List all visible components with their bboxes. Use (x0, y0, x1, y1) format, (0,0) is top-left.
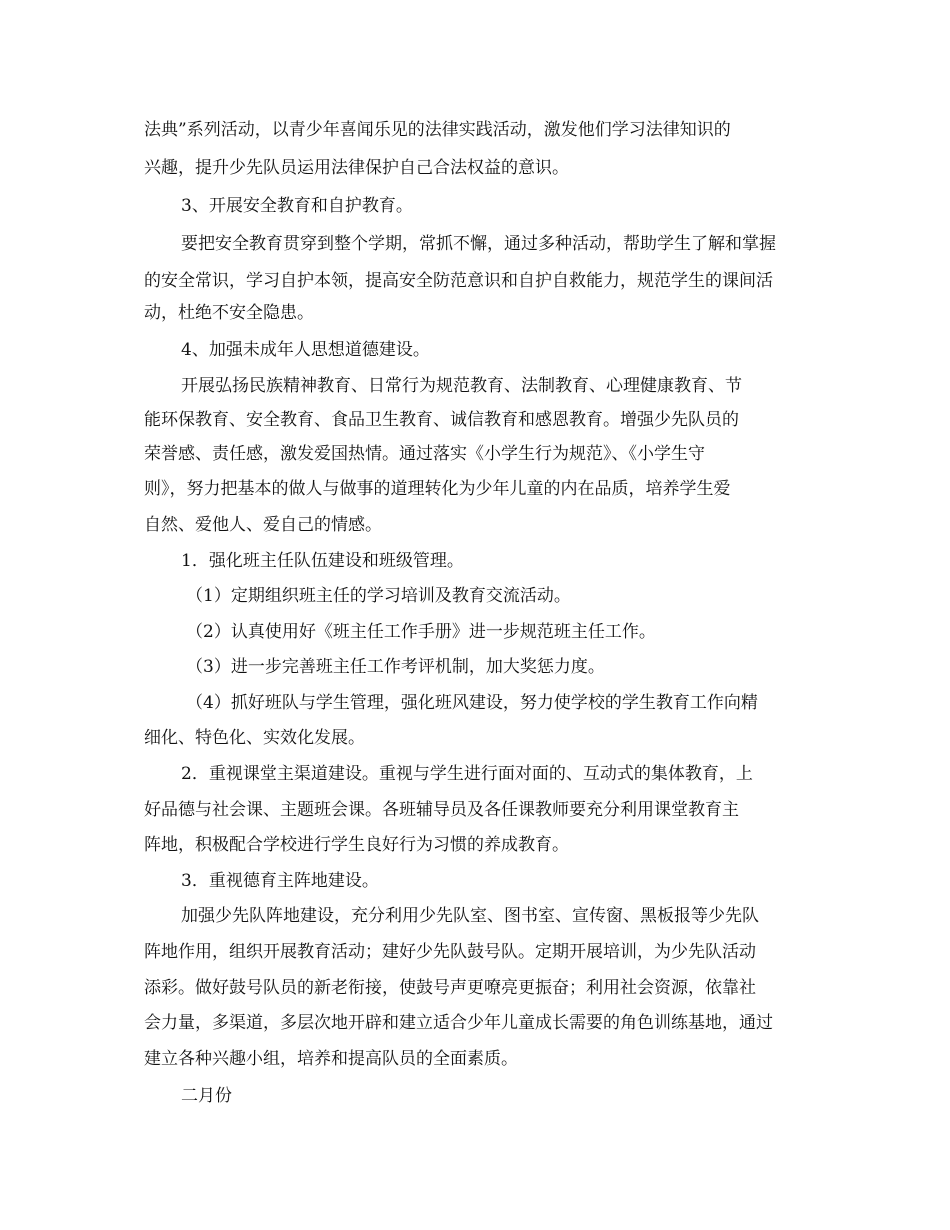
text-line: 会力量，多渠道，多层次地开辟和建立适合少年儿童成长需要的角色训练基地，通过 (144, 1013, 773, 1033)
section-heading: 3．重视德育主阵地建设。 (181, 871, 379, 891)
text-line: 的安全常识，学习自护本领，提高安全防范意识和自护自救能力，规范学生的课间活 (144, 271, 773, 291)
text-line: 能环保教育、安全教育、食品卫生教育、诚信教育和感恩教育。增强少先队员的 (144, 410, 739, 430)
section-heading: 1．强化班主任队伍建设和班级管理。 (181, 551, 464, 571)
text-line: 自然、爱他人、爱自己的情感。 (144, 515, 382, 535)
text-line: 阵地作用，组织开展教育活动；建好少先队鼓号队。定期开展培训，为少先队活动 (144, 942, 756, 962)
month-heading: 二月份 (181, 1086, 232, 1106)
text-line: 动，杜绝不安全隐患。 (144, 303, 314, 323)
section-heading: 3、开展安全教育和自护教育。 (181, 196, 413, 216)
text-line: 细化、特色化、实效化发展。 (144, 728, 365, 748)
list-item: （2）认真使用好《班主任工作手册》进一步规范班主任工作。 (186, 622, 656, 642)
list-item: （4）抓好班队与学生管理，强化班风建设，努力使学校的学生教育工作向精 (186, 693, 758, 713)
text-line: 阵地，积极配合学校进行学生良好行为习惯的养成教育。 (144, 835, 569, 855)
text-line: 荣誉感、责任感，激发爱国热情。通过落实《小学生行为规范》、《小学生守 (144, 444, 705, 464)
text-line: 则》，努力把基本的做人与做事的道理转化为少年儿童的内在品质，培养学生爱 (144, 479, 731, 499)
text-line: 开展弘扬民族精神教育、日常行为规范教育、法制教育、心理健康教育、节 (181, 376, 742, 396)
text-line: 2．重视课堂主渠道建设。重视与学生进行面对面的、互动式的集体教育，上 (181, 764, 753, 784)
list-item: （3）进一步完善班主任工作考评机制，加大奖惩力度。 (186, 657, 605, 677)
text-line: 兴趣，提升少先队员运用法律保护自己合法权益的意识。 (144, 158, 569, 178)
text-line: 建立各种兴趣小组，培养和提高队员的全面素质。 (144, 1049, 518, 1069)
text-line: 要把安全教育贯穿到整个学期，常抓不懈，通过多种活动，帮助学生了解和掌握 (181, 234, 776, 254)
list-item: （1）定期组织班主任的学习培训及教育交流活动。 (186, 586, 571, 606)
text-line: 法典”系列活动，以青少年喜闻乐见的法律实践活动，激发他们学习法律知识的 (144, 120, 731, 140)
text-line: 添彩。做好鼓号队员的新老衔接，使鼓号声更嘹亮更振奋；利用社会资源，依靠社 (144, 978, 756, 998)
text-line: 好品德与社会课、主题班会课。各班辅导员及各任课教师要充分利用课堂教育主 (144, 800, 739, 820)
section-heading: 4、加强未成年人思想道德建设。 (181, 340, 430, 360)
text-line: 加强少先队阵地建设，充分利用少先队室、图书室、宣传窗、黑板报等少先队 (181, 906, 759, 926)
